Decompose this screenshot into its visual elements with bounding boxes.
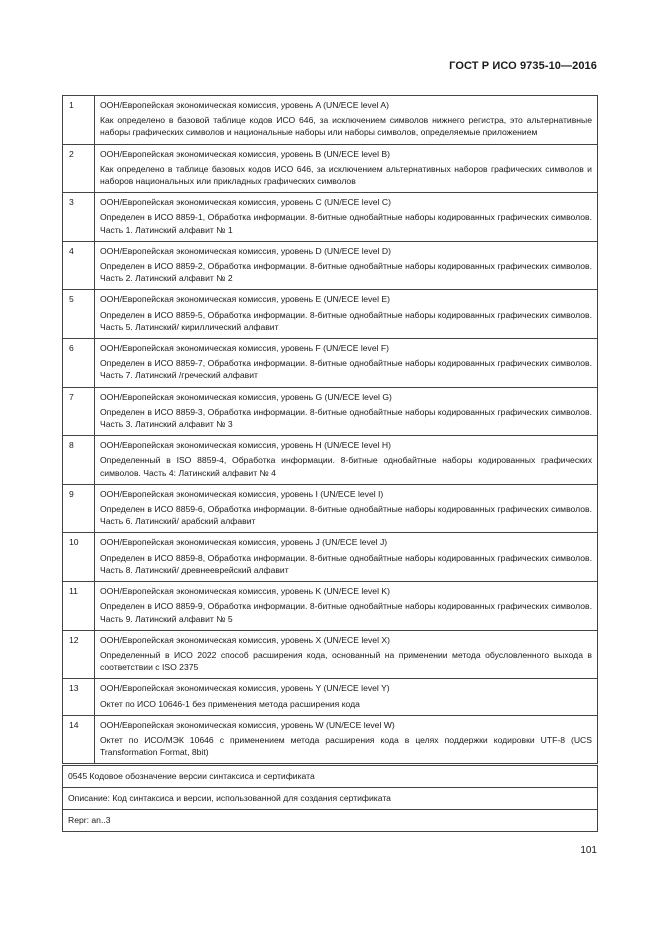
table-row [63,715,598,764]
row-number: 1 [63,96,95,145]
page-number: 101 [580,845,597,856]
row-content [95,339,598,388]
table-row [63,436,598,485]
entry-title: ООН/Европейская экономическая комиссия, уровень F (UN/ECE level F) [100,343,390,354]
row-content [95,387,598,436]
entry-description: Как определено в таблице базовых кодов ИСО 646, за исключением альтернативных наборов графических символов и наборов национальных или прикладных графических символов [100,163,592,187]
entry-description: Определенный в ISO 8859-4, Обработка информации. 8-битные однобайтные наборы кодированных графических символов. Часть 4: Латинский алфавит № 4 [100,455,592,478]
row-number: 5 [63,290,95,339]
row-number: 11 [63,582,95,631]
entry-title: ООН/Европейская экономическая комиссия, уровень D (UN/ECE level D) [100,245,391,256]
row-content [95,290,598,339]
row-number: 6 [63,339,95,388]
entry-title: ООН/Европейская экономическая комиссия, уровень Y (UN/ECE level Y) [100,683,390,694]
row-number: 2 [63,144,95,193]
entry-description: Определен в ИСО 8859-8, Обработка информации. 8-битные однобайтные наборы кодированных графических символов. Часть 8. Латинский/ древнееврейский алфавит [100,552,592,575]
row-number: 10 [63,533,95,582]
table-row [63,533,598,582]
entry-title: ООН/Европейская экономическая комиссия, уровень B (UN/ECE level B) [100,148,390,159]
table-row [63,484,598,533]
entry-description: Определен в ИСО 8859-7, Обработка информации. 8-битные однобайтные наборы кодированных графических символов. Часть 7. Латинский /греческий алфавит [100,358,592,381]
row-content [95,144,598,193]
entry-description: Определен в ИСО 8859-6, Обработка информации. 8-битные однобайтные наборы кодированных графических символов. Часть 6. Латинский/ арабский алфавит [100,504,592,527]
table-row [63,290,598,339]
row-content [95,582,598,631]
row-number: 8 [63,436,95,485]
entry-title: ООН/Европейская экономическая комиссия, уровень W (UN/ECE level W) [100,719,395,730]
entry-description: Октет по ИСО/МЭК 10646 с применением метода расширения кода в целях поддержки кодировки UTF-8 (UCS Transformation Format, 8bit) [100,734,592,758]
table-row [63,387,598,436]
table-row [63,144,598,193]
entry-title: ООН/Европейская экономическая комиссия, уровень I (UN/ECE level I) [100,488,384,499]
entry-description: Определен в ИСО 8859-5, Обработка информации. 8-битные однобайтные наборы кодированных графических символов. Часть 5. Латинский/ кириллический алфавит [100,309,592,332]
row-number: 9 [63,484,95,533]
element-name: 0545 Кодовое обозначение версии синтаксиса и сертификата [63,766,598,788]
entry-title: ООН/Европейская экономическая комиссия, уровень H (UN/ECE level H) [100,440,391,451]
code-table-body [63,96,598,764]
entry-description: Октет по ИСО 10646-1 без применения метода расширения кода [100,698,360,709]
row-number: 7 [63,387,95,436]
row-content [95,241,598,290]
row-number: 12 [63,630,95,679]
table-row [63,810,598,832]
row-content [95,715,598,764]
entry-title: ООН/Европейская экономическая комиссия, уровень K (UN/ECE level K) [100,586,390,597]
entry-title: ООН/Европейская экономическая комиссия, уровень J (UN/ECE level J) [100,537,388,548]
code-table [62,95,598,764]
row-content [95,533,598,582]
entry-title: ООН/Европейская экономическая комиссия, уровень G (UN/ECE level G) [100,391,392,402]
entry-title: ООН/Европейская экономическая комиссия, уровень C (UN/ECE level C) [100,197,391,208]
table-row [63,630,598,679]
table-row [63,193,598,242]
row-number: 14 [63,715,95,764]
table-row [63,96,598,145]
row-number: 3 [63,193,95,242]
table-row [63,582,598,631]
entry-description: Определен в ИСО 8859-3, Обработка информации. 8-битные однобайтные наборы кодированных графических символов. Часть 3. Латинский алфавит № 3 [100,406,592,430]
table-row [63,241,598,290]
entry-title: ООН/Европейская экономическая комиссия, уровень E (UN/ECE level E) [100,294,390,305]
entry-description: Определенный в ИСО 2022 способ расширения кода, основанный на применении метода обусловленного выхода в соответствии с ISO 2375 [100,649,592,673]
row-number: 13 [63,679,95,715]
row-content [95,630,598,679]
table-row [63,339,598,388]
row-content [95,193,598,242]
entry-title: ООН/Европейская экономическая комиссия, уровень X (UN/ECE level X) [100,634,390,645]
table-row [63,788,598,810]
entry-title: ООН/Европейская экономическая комиссия, уровень A (UN/ECE level A) [100,100,390,110]
row-content [95,96,598,145]
entry-description: Определен в ИСО 8859-1, Обработка информации. 8-битные однобайтные наборы кодированных графических символов. Часть 1. Латинский алфавит № 1 [100,212,592,235]
row-content [95,484,598,533]
table-row [63,766,598,788]
standard-header: ГОСТ Р ИСО 9735-10—2016 [449,60,597,72]
element-representation: Repr: an..3 [63,810,598,832]
row-number: 4 [63,241,95,290]
element-description: Описание: Код синтаксиса и версии, использованной для создания сертификата [63,788,598,810]
entry-description: Определен в ИСО 8859-2, Обработка информации. 8-битные однобайтные наборы кодированных графических символов. Часть 2. Латинский алфавит № 2 [100,261,592,284]
entry-description: Как определено в базовой таблице кодов ИСО 646, за исключением символов нижнего регистра, это альтернативные наборы графических символов и национальные наборы или наборы символов, определяемые приложением [100,115,592,138]
entry-description: Определен в ИСО 8859-9, Обработка информации. 8-битные однобайтные наборы кодированных графических символов. Часть 9. Латинский алфавит № 5 [100,601,592,624]
table-row [63,679,598,715]
data-element-table [62,765,598,832]
row-content [95,436,598,485]
row-content [95,679,598,715]
